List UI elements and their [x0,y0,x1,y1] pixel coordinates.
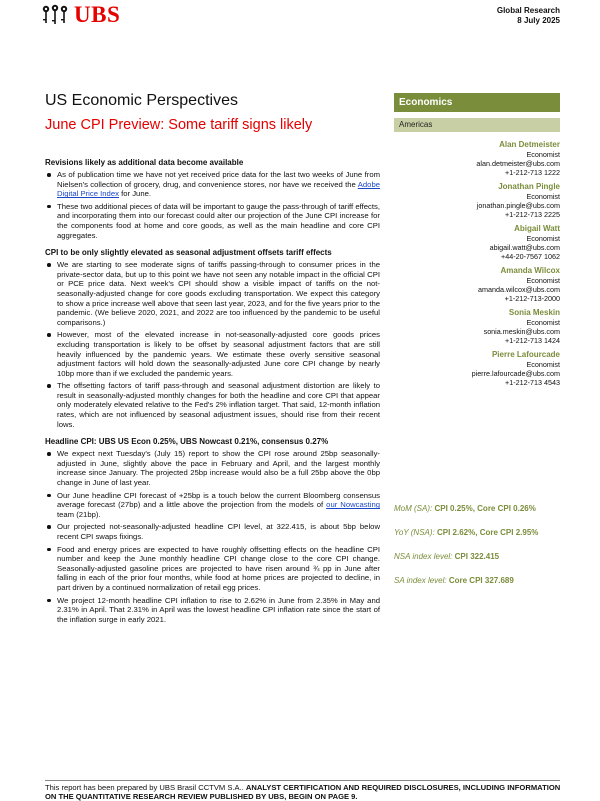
brand-name: UBS [74,2,121,27]
category-banner: Economics [394,93,560,112]
report-title: June CPI Preview: Some tariff signs likely [45,117,313,133]
author-role: Economist [526,276,560,285]
stat-value: CPI 0.25%, Core CPI 0.26% [434,504,536,513]
author-email[interactable]: sonia.meskin@ubs.com [483,327,560,336]
bullet-item [57,491,380,520]
forecast-stats [394,504,564,600]
stat-nsa-index [394,552,564,562]
bullet-item: The offsetting factors of tariff pass-through and seasonal adjustment distortion are likely to result in seasonally-adjusted monthly changes for both the headline and core CPI that appear only moderately elevated relative to the Fed's 2% inflation target. That said, 12-month inflation rates, which are not influenced by seasonal adjustment issues, should rise from their recent lows. [57,381,380,429]
author-name: Alan Detmeister [499,140,560,149]
bullet-text: team (21bp). [57,509,101,519]
author-role: Economist [526,150,560,159]
author-phone: +1-212-713 2225 [505,210,560,219]
author-role: Economist [526,360,560,369]
author-email[interactable]: jonathan.pingle@ubs.com [476,201,560,210]
author-card [390,182,560,219]
author-phone: +1-212-713 1424 [505,336,560,345]
bullet-text: for June. [118,189,152,199]
bullet-item: However, most of the elevated increase in not-seasonally-adjusted core goods prices excluding transportation is likely to be offset by seasonal adjustment factors that are still heavily influenced by the pandemic years. We estimate these overly sensitive seasonal adjustment factors will hold down the seasonally-adjusted June core CPI change by nearly 10bp more than if we excluded the pandemic years. [57,330,380,378]
author-card [390,350,560,387]
author-email[interactable]: amanda.wilcox@ubs.com [478,285,560,294]
author-role: Economist [526,318,560,327]
bullet-item: These two additional pieces of data will be important to gauge the pass-through of tariff effects, and incorporating them into our forecast could alter our projection of the June CPI increase for the components food at home and core goods, as well as the main headline and core CPI aggregates. [57,201,380,240]
author-phone: +1-212-713 4543 [505,378,560,387]
bullet-item: Food and energy prices are expected to have roughly offsetting effects on the headline CPI number and keep the June monthly headline CPI change close to the core CPI change. Seasonally-adjusted gasoline prices are projected to have risen around ¾ pp in June after falling in each of the prior four months, while food at home prices are projected to decline, in part driven by a continued normalization of retail egg prices. [57,544,380,592]
author-phone: +1-212-713 1222 [505,168,560,177]
stat-label: YoY (NSA): [394,528,435,537]
author-name: Jonathan Pingle [498,182,560,191]
author-card [390,308,560,345]
bullet-item [57,170,380,199]
bullet-item: We are starting to see moderate signs of tariffs passing-through to consumer prices in the private-sector data, but up to this point we have not seen any notable impact in the official CPI or PCE price data. Next week's CPI should show a visible impact of tariffs on the not-seasonally-adjusted change for core goods excluding transportation. We expect this category to show a price increase well above that seen last year, 2023, and for the five years prior to the pandemic. (We believe 2020, 2021, and 2022 are too influenced by the pandemic to be useful comparisons.) [57,260,380,327]
footer-text: This report has been prepared by UBS Brasil CCTVM S.A.. [45,783,246,792]
stat-label: MoM (SA): [394,504,433,513]
bullet-text: As of publication time we have not yet received price data for the last two weeks of June from Nielsen's collection of grocery, drug, and convenience stores, nor have we received the [57,170,380,189]
stat-value: CPI 322.415 [454,552,500,561]
author-card [390,224,560,261]
adobe-dpi-link[interactable]: Adobe Digital Price Index [57,179,380,199]
report-series: US Economic Perspectives [45,92,238,109]
bullet-list [45,449,380,624]
author-card [390,266,560,303]
section-heading: CPI to be only slightly elevated as seasonal adjustment offsets tariff effects [45,248,332,258]
stat-yoy [394,528,564,538]
bullet-item: Our projected not-seasonally-adjusted headline CPI level, at 322.415, is about 5bp below recent CPI swaps fixings. [57,522,380,541]
stat-mom [394,504,564,514]
report-meta [497,6,560,26]
author-role: Economist [526,192,560,201]
author-phone: +44-20-7567 1062 [501,252,560,261]
report-date: 8 July 2025 [517,16,560,25]
bullet-item: We project 12-month headline CPI inflation to rise to 2.62% in June from 2.35% in May and 2.31% in April. That 2.31% in April was the lowest headline CPI inflation rate since the start of the inflation surge in early 2021. [57,595,380,624]
report-body [45,158,380,627]
bullet-text: Our June headline CPI forecast of +25bp is a touch below the current Bloomberg consensus average forecast (27bp) and a little above the projection from the models of [57,490,380,510]
region-banner: Americas [394,118,560,132]
author-email[interactable]: abigail.watt@ubs.com [489,243,560,252]
author-email[interactable]: alan.detmeister@ubs.com [476,159,560,168]
nowcasting-link[interactable]: our Nowcasting [326,500,381,510]
section-heading: Headline CPI: UBS US Econ 0.25%, UBS Nowcast 0.21%, consensus 0.27% [45,437,329,447]
author-list [390,140,560,392]
ubs-logo [40,2,120,28]
stat-value: CPI 2.62%, Core CPI 2.95% [437,528,539,537]
author-name: Amanda Wilcox [500,266,560,275]
section-heading: Revisions likely as additional data become available [45,158,244,167]
stat-sa-index [394,576,564,586]
stat-label: NSA index level: [394,552,453,561]
bullet-list [45,260,380,429]
author-name: Sonia Meskin [508,308,560,317]
bullet-item: We expect next Tuesday's (July 15) report to show the CPI rose around 25bp seasonally-adjusted in June, slightly above the pace in February and April, and the largest monthly increase since January. The projected 25bp increase would also be a full 25bp above the 0bp change in June of last year. [57,449,380,488]
author-email[interactable]: pierre.lafourcade@ubs.com [471,369,560,378]
author-name: Abigail Watt [514,224,560,233]
footer-disclosure: ANALYST CERTIFICATION AND REQUIRED DISCLOSURES, INCLUDING INFORMATION ON THE QUANTITATIVE RESEARCH REVIEW PUBLISHED BY UBS, BEGIN ON PAGE 9. [45,783,561,801]
division-label: Global Research [496,6,560,15]
stat-value: Core CPI 327.689 [448,576,514,585]
footer-divider [45,780,560,781]
author-name: Pierre Lafourcade [491,350,560,359]
author-phone: +1-212-713-2000 [504,294,560,303]
bullet-list [45,170,380,240]
three-keys-icon [40,4,70,26]
stat-label: SA index level: [394,576,447,585]
author-role: Economist [526,234,560,243]
author-card [390,140,560,177]
disclosure-footer [45,783,565,801]
